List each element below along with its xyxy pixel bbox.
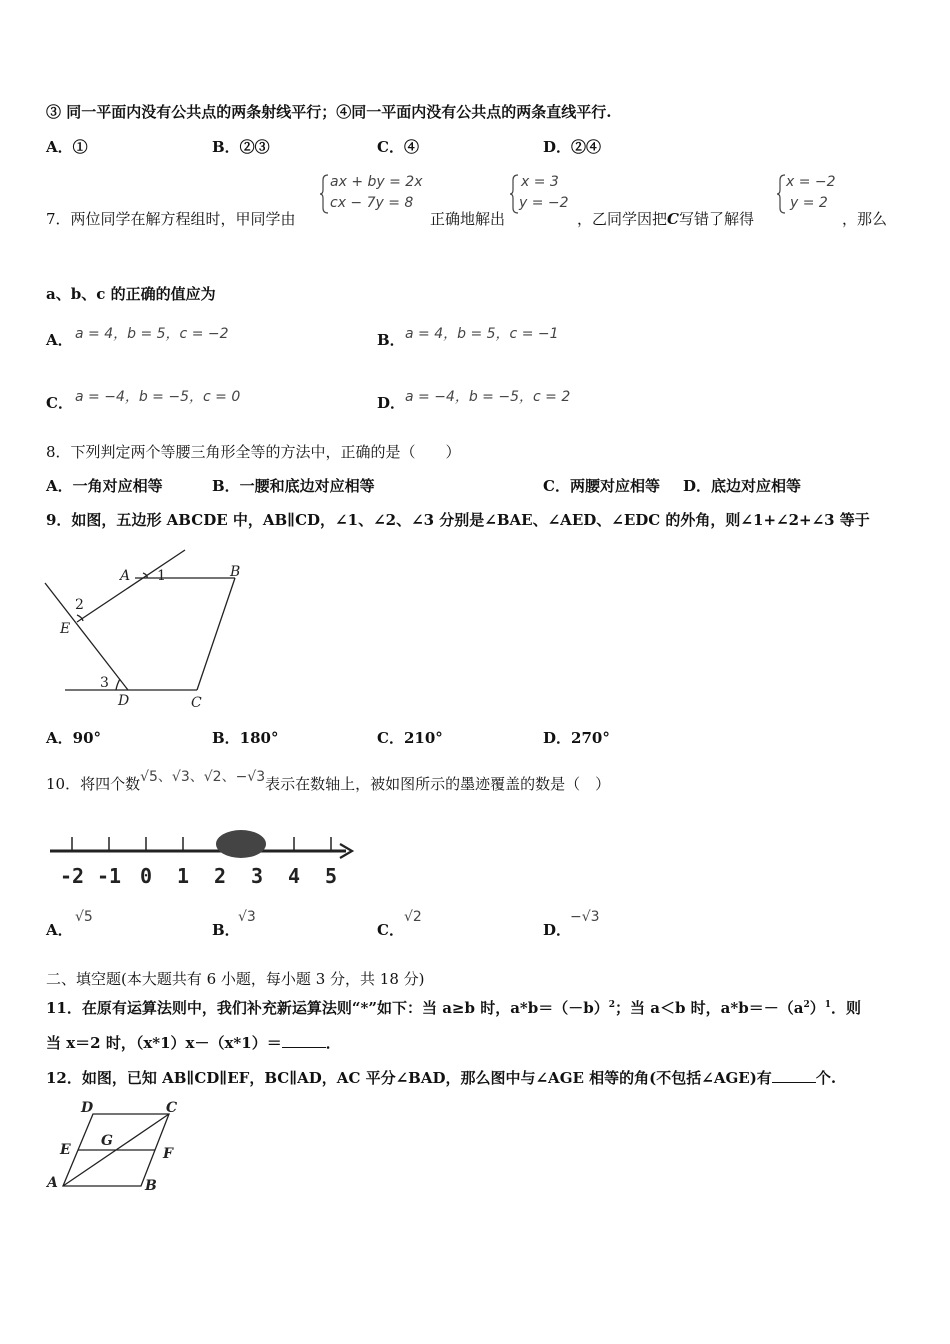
label-angle1: 1 [157, 568, 166, 584]
q6-option-c[interactable]: C．④ [377, 138, 419, 156]
label-c: C [166, 1100, 178, 1116]
q9-stem: 9．如图，五边形 ABCDE 中，AB∥CD，∠1、∠2、∠3 分别是∠BAE、∠AED、∠EDC 的外角，则∠1+∠2+∠3 等于 [46, 511, 870, 529]
label-e: E [60, 621, 71, 637]
label-d: D [118, 693, 130, 709]
q10-numbers: √5、√3、√2、−√3 [140, 769, 266, 785]
axis-tick-label: 2 [213, 864, 227, 888]
label-b: B [230, 564, 241, 580]
q11-line2: 当 x＝2 时，（x*1）x－（x*1）＝ ． [46, 1034, 341, 1052]
q9-pentagon-figure [40, 545, 300, 715]
axis-tick-label: 1 [176, 864, 190, 888]
axis-tick-label: 0 [139, 864, 153, 888]
answer-blank[interactable] [282, 1033, 326, 1048]
axis-tick-label: 4 [287, 864, 301, 888]
label-angle2: 2 [75, 597, 84, 613]
q8-option-c[interactable]: C．两腰对应相等 [543, 477, 660, 495]
q6-option-b[interactable]: B．②③ [212, 138, 270, 156]
q12-parallelogram-figure [45, 1098, 195, 1198]
q8-stem: 8．下列判定两个等腰三角形全等的方法中，正确的是（ ） [46, 443, 461, 461]
q7-stem-line2: a、b、c 的正确的值应为 [46, 285, 216, 303]
q12-stem: 12．如图，已知 AB∥CD∥EF，BC∥AD，AC 平分∠BAD，那么图中与∠AGE 相等的角(不包括∠AGE)有 个. [46, 1069, 837, 1087]
label-d: D [81, 1100, 94, 1116]
answer-blank[interactable] [772, 1068, 816, 1083]
label-g: G [101, 1133, 113, 1149]
q10-number-line [46, 825, 366, 895]
q6-option-a[interactable]: A．① [46, 138, 88, 156]
label-c: C [191, 695, 202, 711]
axis-tick-label: -2 [59, 864, 85, 888]
q7-stem-part3: ，乙同学因把C写错了解得 [577, 210, 754, 228]
q11-line1: 11．在原有运算法则中，我们补充新运算法则“*”如下：当 a≥b 时，$a*b=(-b)^2$；当 a＜b 时，$a*b=-(a^2)^1$．则 [46, 999, 862, 1017]
label-f: F [163, 1146, 173, 1162]
segment-bc [197, 578, 235, 690]
brace-icon [320, 174, 330, 214]
q10-stem: 10．将四个数√5、√3、√2、−√3表示在数轴上，被如图所示的墨迹覆盖的数是（ ） [46, 769, 611, 793]
label-a: A [120, 568, 131, 584]
q7-stem-part2: 正确地解出 [430, 210, 506, 228]
angle3-arc [116, 679, 120, 690]
q9-option-d[interactable]: D．270° [543, 729, 610, 747]
q8-option-b[interactable]: B．一腰和底边对应相等 [212, 477, 375, 495]
q7-stem-part5: ，那么 [842, 210, 888, 228]
axis-tick-label: 3 [250, 864, 264, 888]
section-heading: 二、填空题(本大题共有 6 小题，每小题 3 分，共 18 分) [46, 970, 425, 988]
label-a: A [47, 1175, 58, 1191]
q8-option-a[interactable]: A．一角对应相等 [46, 477, 163, 495]
q8-option-d[interactable]: D．底边对应相等 [683, 477, 802, 495]
q7-stem-part1: 7．两位同学在解方程组时，甲同学由 [46, 210, 296, 228]
ink-blot [216, 830, 266, 858]
label-b: B [145, 1178, 157, 1194]
q9-option-a[interactable]: A．90° [46, 729, 102, 747]
q6-statement: ③ 同一平面内没有公共点的两条射线平行；④同一平面内没有公共点的两条直线平行. [46, 103, 612, 121]
label-angle3: 3 [100, 675, 109, 691]
axis-tick-label: 5 [324, 864, 338, 888]
axis-tick-label: -1 [96, 864, 122, 888]
line-e-d [45, 583, 128, 690]
q6-option-d[interactable]: D．②④ [543, 138, 602, 156]
line-a-e [77, 550, 185, 622]
label-e: E [60, 1142, 71, 1158]
q9-option-b[interactable]: B．180° [212, 729, 279, 747]
q9-option-c[interactable]: C．210° [377, 729, 443, 747]
